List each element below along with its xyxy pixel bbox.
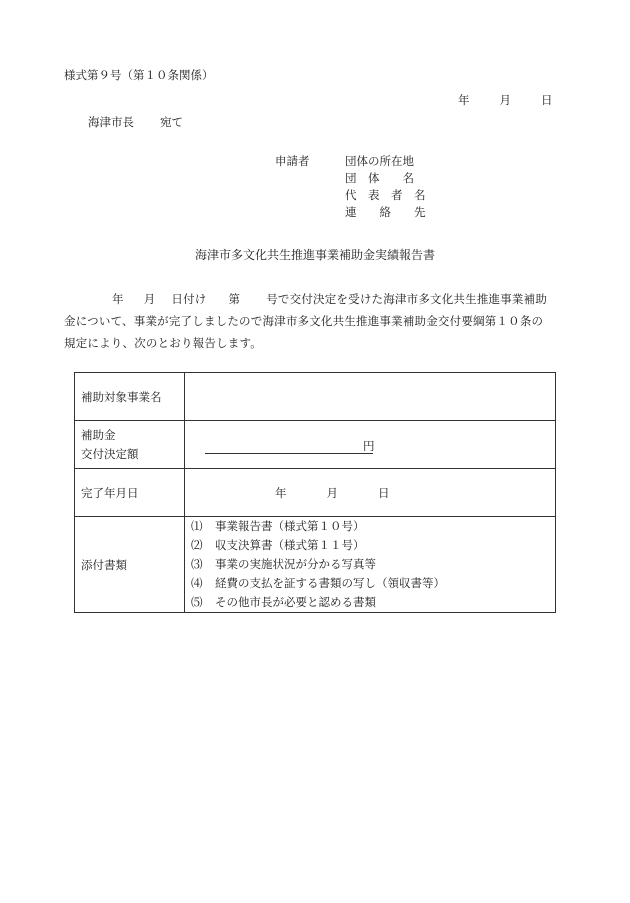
form-number: 様式第９号（第１０条関係）	[64, 68, 214, 82]
applicant-field-address: 団体の所在地	[345, 154, 414, 168]
amount-unit-yen: 円	[363, 439, 375, 453]
body-line-2: 金について、事業が完了しましたので海津市多文化共生推進事業補助金交付要綱第１０条の	[64, 314, 544, 328]
list-item: ⑶ 事業の実施状況が分かる写真等	[191, 557, 376, 571]
row-label-grant-amount-b: 交付決定額	[81, 446, 139, 461]
amount-underline	[205, 453, 373, 454]
table-row	[75, 469, 556, 517]
row-label-grant-amount	[75, 421, 185, 469]
body-line-3: 規定により、次のとおり報告します。	[64, 336, 262, 350]
applicant-field-org-name: 団 体 名	[345, 171, 414, 185]
applicant-label: 申請者	[275, 154, 310, 168]
list-item: ⑷ 経費の支払を証する書類の写し（領収書等）	[191, 576, 445, 590]
body-text-after-no: 号で交付決定を受けた海津市多文化共生推進事業補助	[266, 292, 548, 306]
date-year: 年	[458, 93, 470, 107]
row-label-attachments: 添付書類	[75, 517, 185, 613]
table-row	[75, 517, 556, 613]
list-item: ⑵ 収支決算書（様式第１１号）	[191, 538, 365, 552]
addressee	[88, 114, 183, 130]
body-line-1	[64, 288, 574, 310]
body-text	[64, 288, 574, 354]
completion-month: 月	[326, 485, 338, 500]
report-table	[74, 372, 556, 613]
project-name-field[interactable]	[185, 373, 556, 421]
applicant-field-representative: 代 表 者 名	[345, 188, 426, 202]
applicant-field-contact: 連 絡 先	[345, 205, 426, 219]
row-label-grant-amount-a: 補助金	[81, 427, 116, 442]
body-day-attach: 日付け	[171, 292, 207, 306]
document-title: 海津市多文化共生推進事業補助金実績報告書	[194, 248, 435, 262]
body-month: 月	[143, 292, 156, 306]
date-month: 月	[499, 93, 511, 107]
table-row	[75, 373, 556, 421]
list-item: ⑴ 事業報告書（様式第１０号）	[191, 519, 365, 533]
row-label-completion-date: 完了年月日	[75, 469, 185, 517]
list-item: ⑸ その他市長が必要と認める書類	[191, 595, 376, 609]
date-day: 日	[541, 93, 553, 107]
completion-day: 日	[378, 485, 390, 500]
submission-date	[458, 92, 553, 108]
addressee-suffix: 宛て	[160, 115, 183, 129]
row-label-project-name: 補助対象事業名	[75, 373, 185, 421]
addressee-name: 海津市長	[88, 115, 134, 129]
body-year: 年	[112, 292, 124, 306]
completion-year: 年	[275, 485, 287, 500]
body-dai: 第	[228, 292, 241, 306]
table-row	[75, 421, 556, 469]
attachments-list	[185, 517, 556, 613]
applicant-fields	[345, 153, 426, 221]
grant-amount-field[interactable]	[185, 421, 556, 469]
completion-date-field[interactable]	[185, 469, 556, 517]
